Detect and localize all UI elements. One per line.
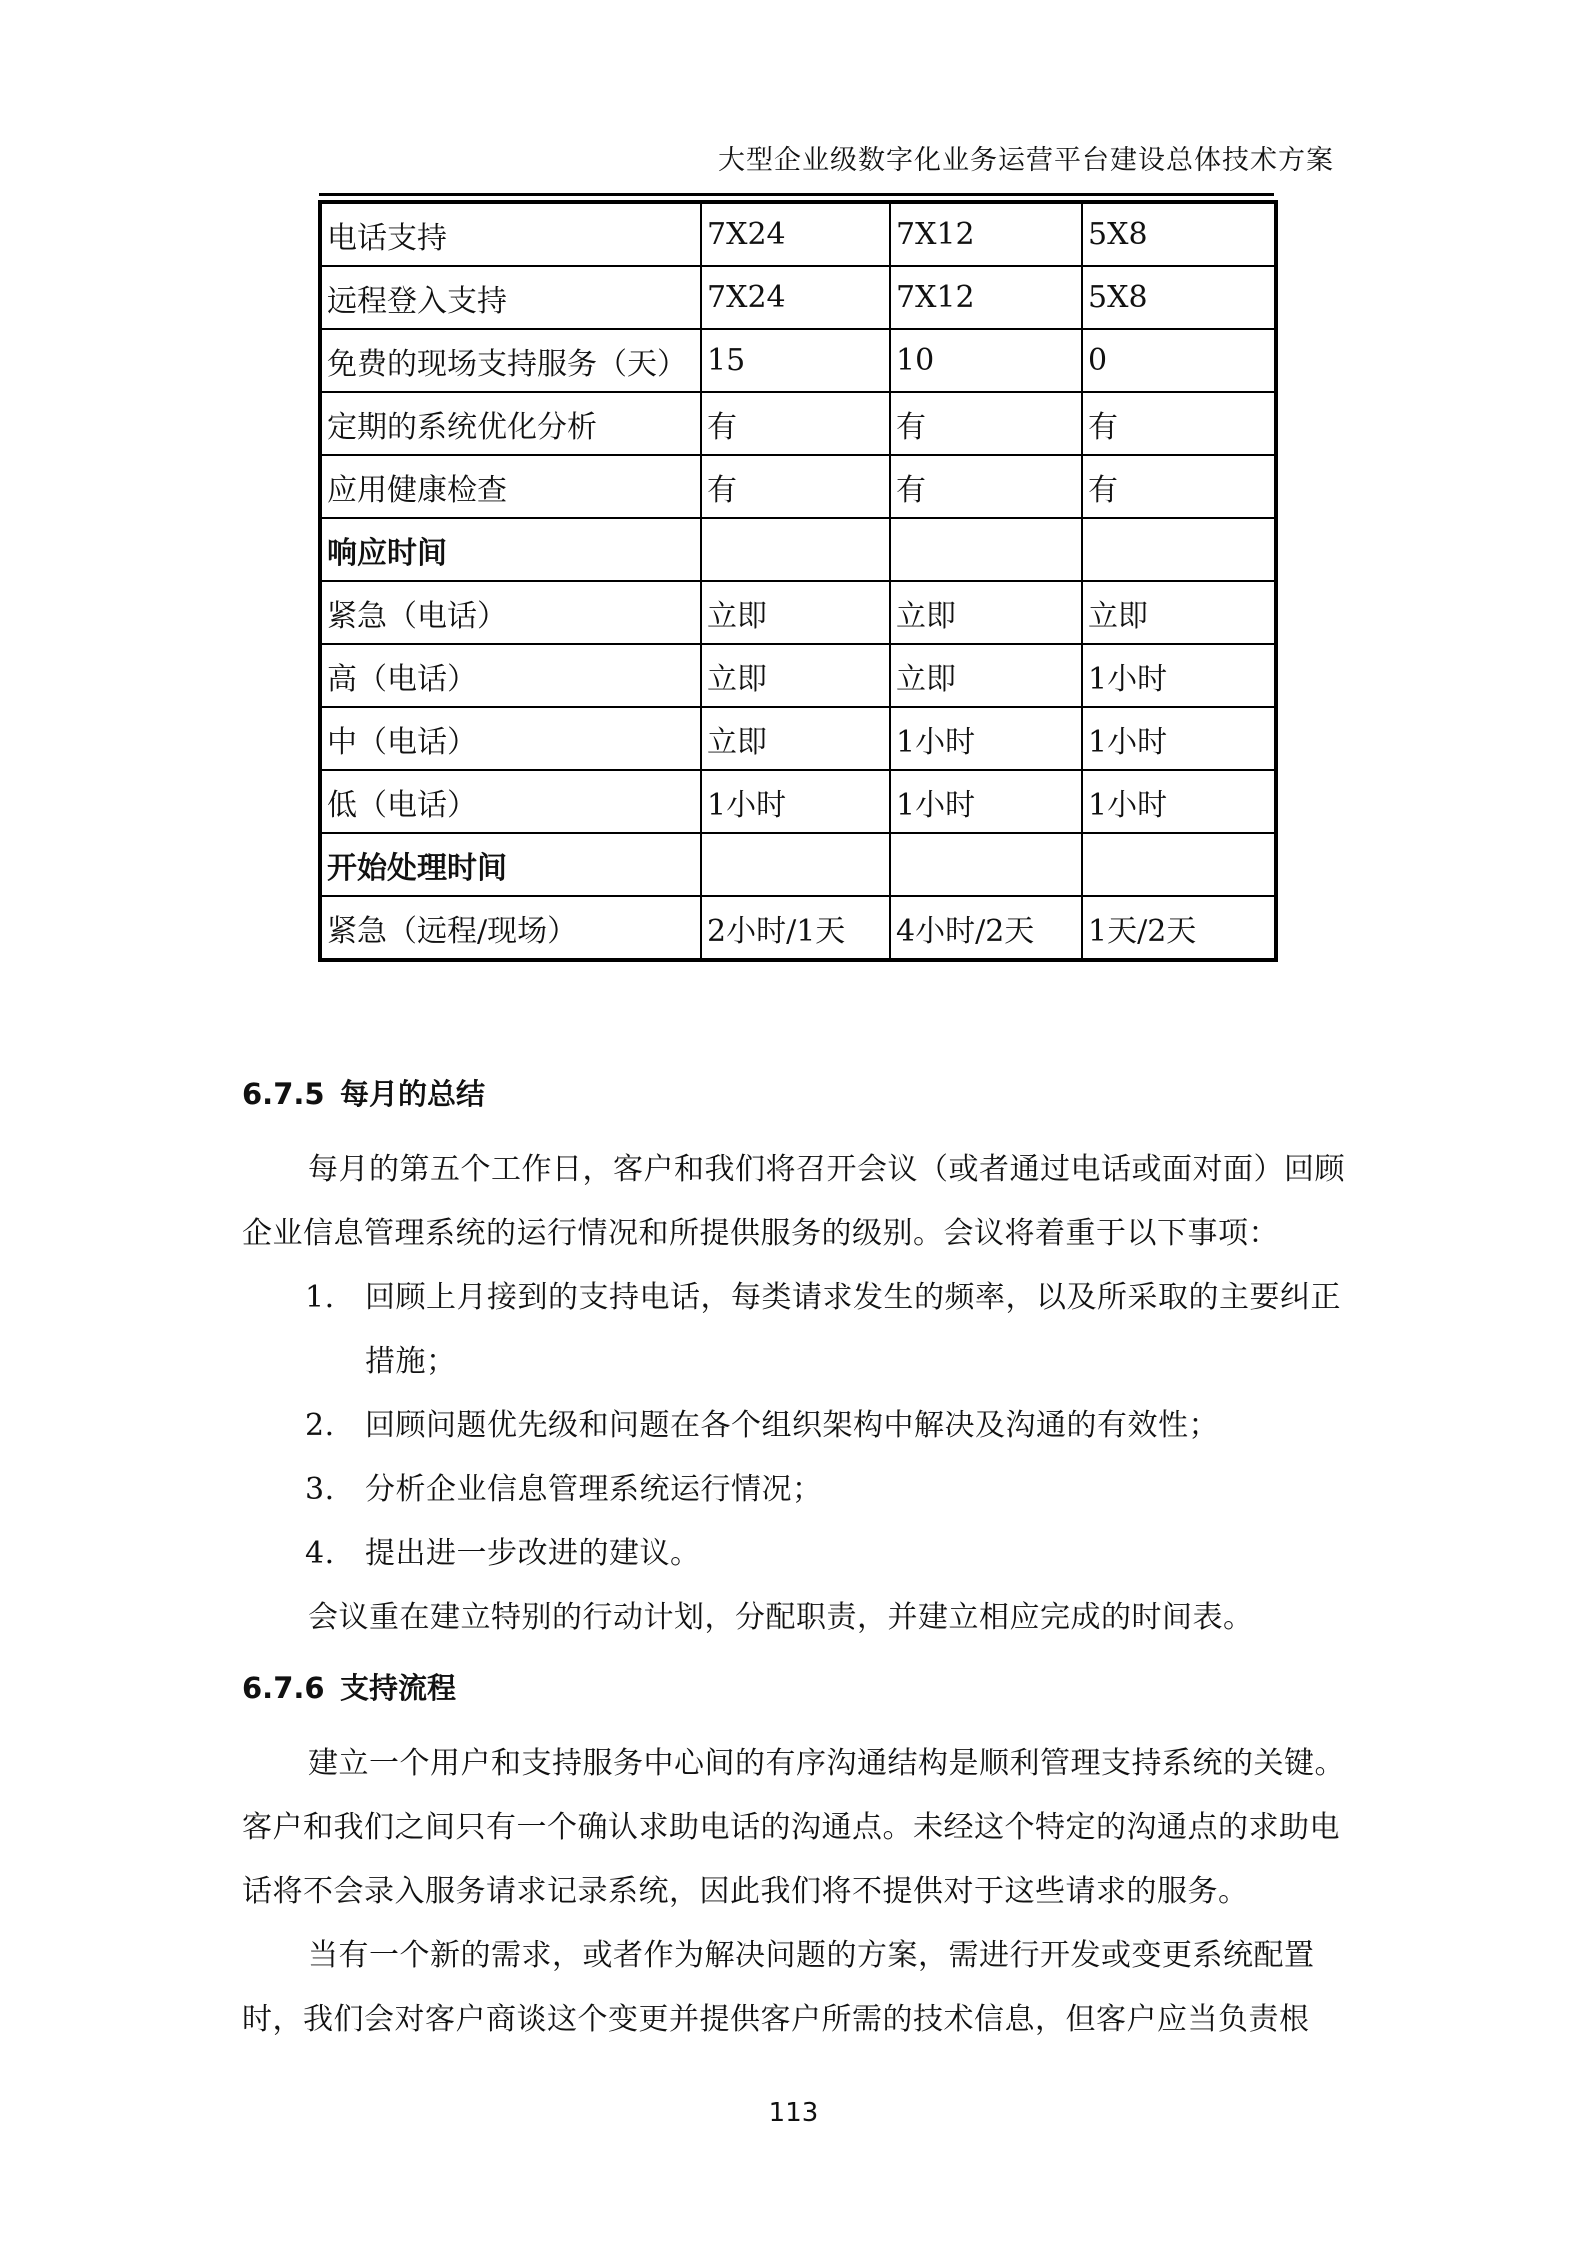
row-label-cell: 定期的系统优化分析 xyxy=(320,392,701,455)
row-label-cell: 免费的现场支持服务（天） xyxy=(320,329,701,392)
support-level-table xyxy=(318,200,1278,962)
table-cell: 有 xyxy=(701,392,890,455)
list-item xyxy=(305,1394,1360,1458)
section-number: 6.7.6 xyxy=(242,1671,325,1705)
table-cell: 有 xyxy=(1082,392,1276,455)
table-row xyxy=(320,202,1276,266)
table-cell xyxy=(890,833,1082,896)
table-cell xyxy=(701,833,890,896)
row-label-cell: 响应时间 xyxy=(320,518,701,581)
table-cell xyxy=(1082,833,1276,896)
table-cell: 5X8 xyxy=(1082,266,1276,329)
table-row xyxy=(320,329,1276,392)
row-label-cell: 低（电话） xyxy=(320,770,701,833)
table-row xyxy=(320,266,1276,329)
running-header: 大型企业级数字化业务运营平台建设总体技术方案 xyxy=(718,145,1334,176)
list-item-text: 提出进一步改进的建议。 xyxy=(365,1536,701,1571)
section-title: 支持流程 xyxy=(340,1671,457,1705)
row-label-cell: 远程登入支持 xyxy=(320,266,701,329)
table-cell: 立即 xyxy=(890,644,1082,707)
paragraph-intro: 每月的第五个工作日，客户和我们将召开会议（或者通过电话或面对面）回顾企业信息管理系统的运行情况和所提供服务的级别。会议将着重于以下事项： xyxy=(242,1152,1345,1251)
section-heading-6-7-6 xyxy=(242,1666,456,1707)
row-label-cell: 紧急（远程/现场） xyxy=(320,896,701,960)
table-cell: 10 xyxy=(890,329,1082,392)
table-cell: 1天/2天 xyxy=(1082,896,1276,960)
table-row xyxy=(320,644,1276,707)
list-item xyxy=(305,1458,1360,1522)
table-cell xyxy=(701,518,890,581)
table-row xyxy=(320,581,1276,644)
list-item-text: 回顾上月接到的支持电话，每类请求发生的频率，以及所采取的主要纠正措施； xyxy=(365,1280,1341,1379)
list-item-text: 分析企业信息管理系统运行情况； xyxy=(365,1472,823,1507)
list-item xyxy=(305,1522,1360,1586)
section-heading-6-7-5 xyxy=(242,1072,485,1113)
table-cell: 1小时 xyxy=(890,770,1082,833)
table-cell: 立即 xyxy=(890,581,1082,644)
paragraph-support-1: 建立一个用户和支持服务中心间的有序沟通结构是顺利管理支持系统的关键。客户和我们之间只有一个确认求助电话的沟通点。未经这个特定的沟通点的求助电话将不会录入服务请求记录系统，因此我们将不提供对于这些请求的服务。 xyxy=(242,1746,1345,1909)
table-cell: 4小时/2天 xyxy=(890,896,1082,960)
table-cell: 有 xyxy=(1082,455,1276,518)
page-number: 113 xyxy=(768,2098,819,2128)
table-cell: 5X8 xyxy=(1082,202,1276,266)
table-cell: 7X24 xyxy=(701,202,890,266)
table-row xyxy=(320,833,1276,896)
row-label-cell: 电话支持 xyxy=(320,202,701,266)
table-cell: 立即 xyxy=(1082,581,1276,644)
table-cell xyxy=(890,518,1082,581)
paragraph-closing: 会议重在建立特别的行动计划，分配职责，并建立相应完成的时间表。 xyxy=(308,1600,1254,1635)
table-cell: 15 xyxy=(701,329,890,392)
table-cell: 有 xyxy=(890,455,1082,518)
row-label-cell: 紧急（电话） xyxy=(320,581,701,644)
table-cell: 7X24 xyxy=(701,266,890,329)
table-cell: 1小时 xyxy=(701,770,890,833)
table-row xyxy=(320,707,1276,770)
table-cell: 7X12 xyxy=(890,202,1082,266)
table-row xyxy=(320,896,1276,960)
row-label-cell: 高（电话） xyxy=(320,644,701,707)
table-cell: 立即 xyxy=(701,707,890,770)
table-cell: 2小时/1天 xyxy=(701,896,890,960)
list-item-number: 1. xyxy=(305,1280,335,1315)
table-cell: 立即 xyxy=(701,644,890,707)
table-cell: 1小时 xyxy=(1082,770,1276,833)
table-row xyxy=(320,770,1276,833)
list-item-number: 2. xyxy=(305,1408,335,1443)
table-cell: 1小时 xyxy=(890,707,1082,770)
row-label-cell: 应用健康检查 xyxy=(320,455,701,518)
table-cell: 立即 xyxy=(701,581,890,644)
section-number: 6.7.5 xyxy=(242,1077,325,1111)
table-row xyxy=(320,518,1276,581)
table-cell: 7X12 xyxy=(890,266,1082,329)
header-rule xyxy=(319,193,1274,196)
paragraph-support-2: 当有一个新的需求，或者作为解决问题的方案，需进行开发或变更系统配置时，我们会对客户商谈这个变更并提供客户所需的技术信息，但客户应当负责根 xyxy=(242,1938,1315,2037)
table-cell: 1小时 xyxy=(1082,644,1276,707)
table-cell: 1小时 xyxy=(1082,707,1276,770)
row-label-cell: 开始处理时间 xyxy=(320,833,701,896)
table-cell: 0 xyxy=(1082,329,1276,392)
table-row xyxy=(320,455,1276,518)
list-item-text: 回顾问题优先级和问题在各个组织架构中解决及沟通的有效性； xyxy=(365,1408,1219,1443)
table-cell: 有 xyxy=(890,392,1082,455)
list-item-number: 3. xyxy=(305,1472,335,1507)
list-item-number: 4. xyxy=(305,1536,335,1571)
row-label-cell: 中（电话） xyxy=(320,707,701,770)
table-row xyxy=(320,392,1276,455)
list-item xyxy=(305,1266,1360,1394)
section-title: 每月的总结 xyxy=(340,1077,486,1111)
table-cell xyxy=(1082,518,1276,581)
table-cell: 有 xyxy=(701,455,890,518)
